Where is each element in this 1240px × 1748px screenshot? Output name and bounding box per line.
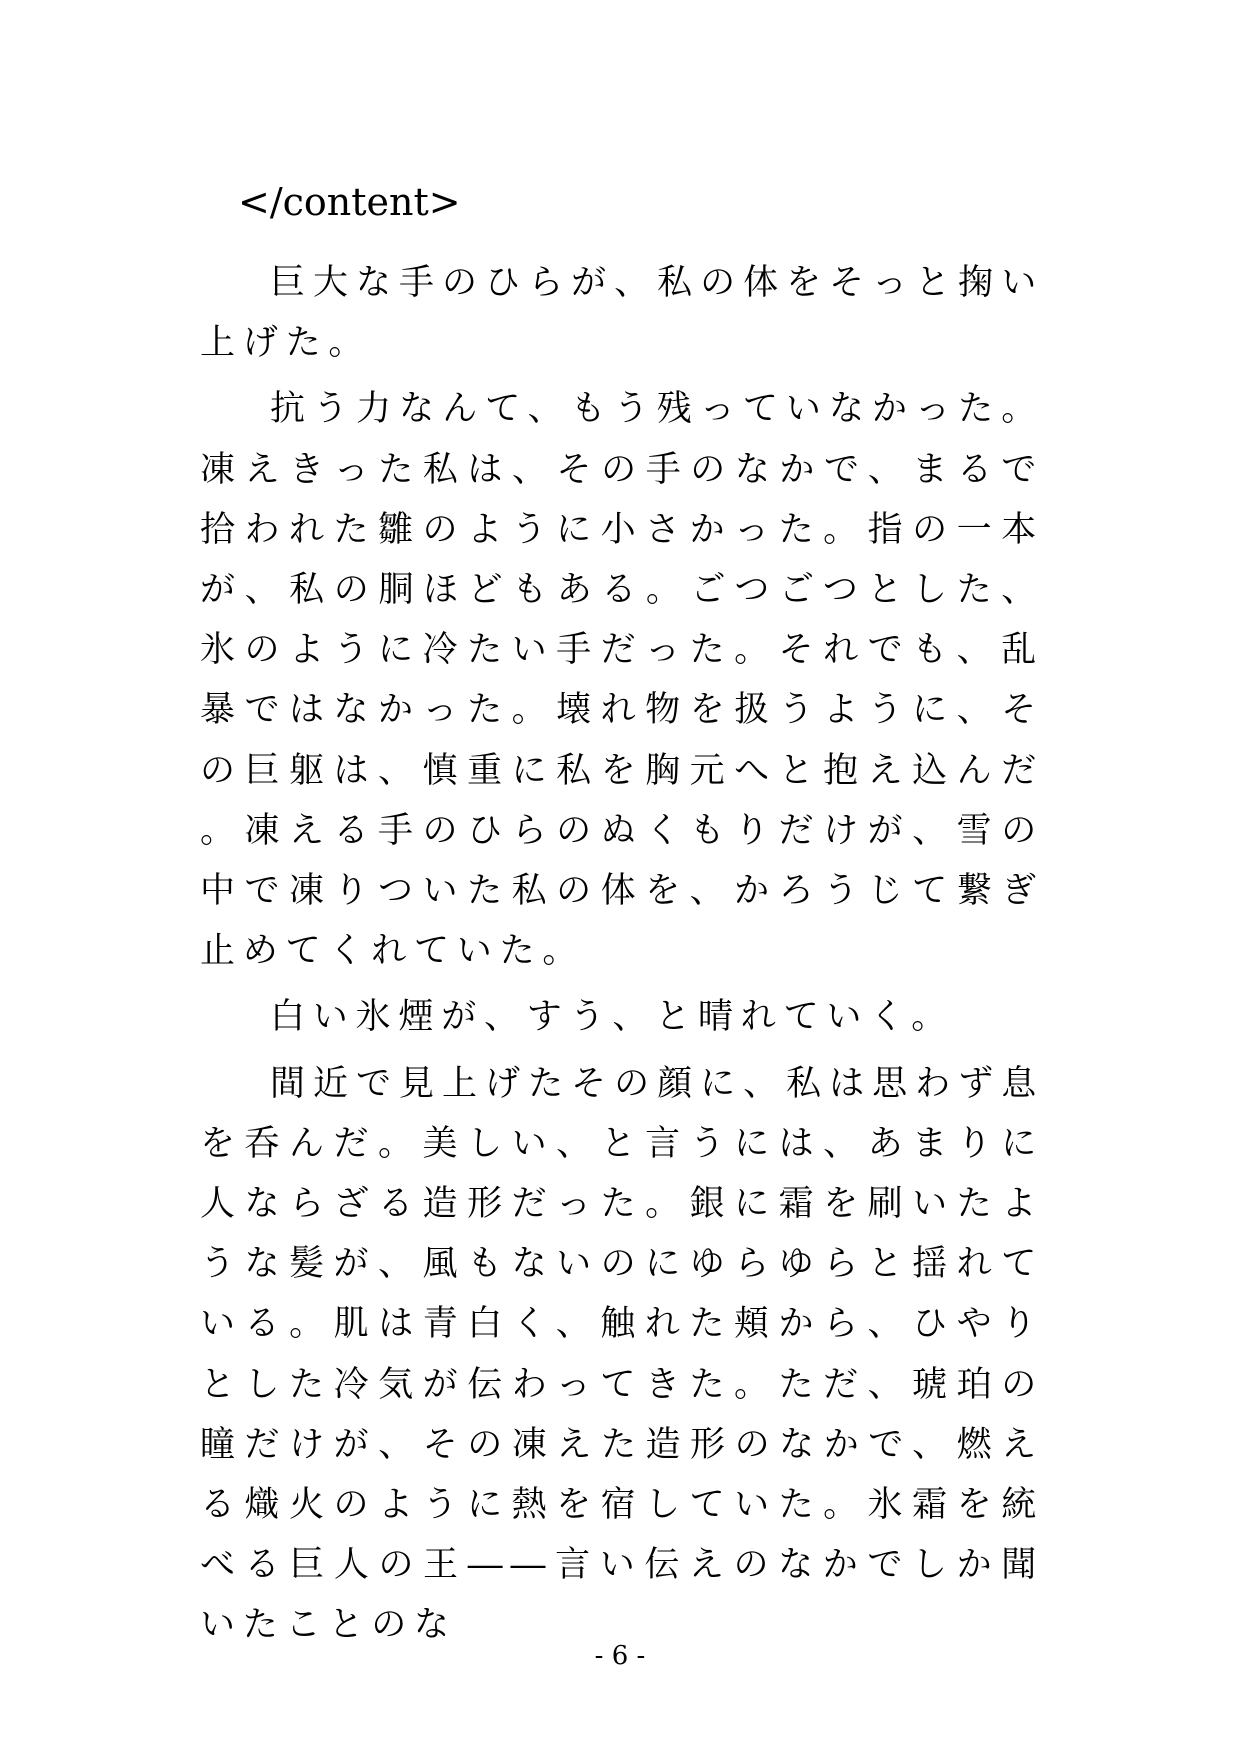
paragraph: 巨大な手のひらが、私の体をそっと掬い上げた。 [200, 263, 1044, 364]
page-number: - 6 - [594, 1641, 646, 1671]
content-end-tag: </content> [238, 180, 461, 224]
paragraph: 白い氷煙が、すう、と晴れていく。 [270, 997, 955, 1038]
paragraph: 間近で見上げたその顔に、私は思わず息を呑んだ。美しい、と言うには、あまりに人ならざる造形だった。銀に霜を刷いたような髪が、風もないのにゆらゆらと揺れている。肌は青白く、触れた頬から、ひやりとした冷気が伝わってきた。ただ、琥珀の瞳だけが、その凍えた造形のなかで、燃える熾火のように熱を宿していた。氷霜を統べる巨人の王――言い伝えのなかでしか聞いたことのな [200, 1063, 1044, 1646]
paragraph: 抗う力なんて、もう残っていなかった。凍えきった私は、その手のなかで、まるで拾われた雛のように小さかった。指の一本が、私の胴ほどもある。ごつごつとした、氷のように冷たい手だった。それでも、乱暴ではなかった。壊れ物を扱うように、その巨躯は、慎重に私を胸元へと抱え込んだ。凍える手のひらのぬくもりだけが、雪の中で凍りついた私の体を、かろうじて繋ぎ止めてくれていた。 [200, 389, 1044, 972]
body-text [200, 253, 1044, 1662]
